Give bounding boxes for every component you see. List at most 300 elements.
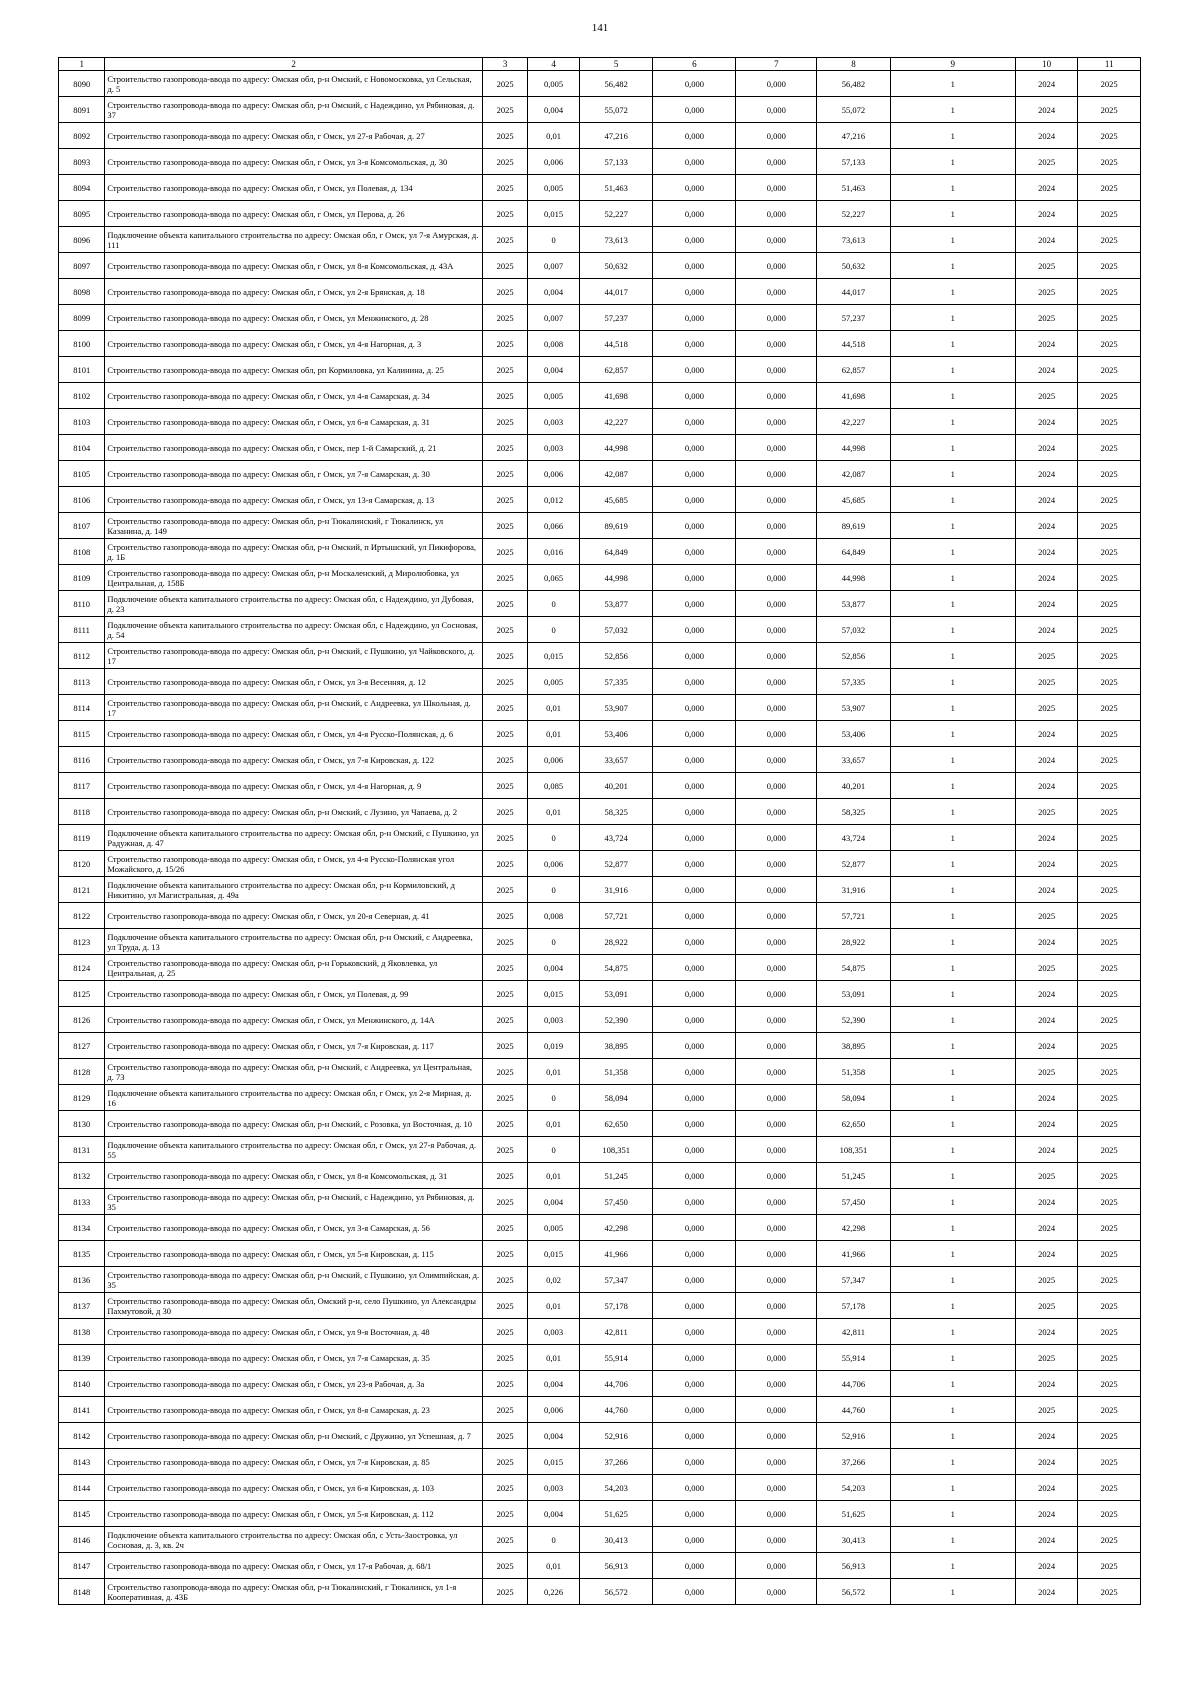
table-row — [59, 253, 1141, 279]
start-year-cell: 2024 — [1015, 565, 1078, 591]
total-cost-cell: 44,998 — [580, 565, 653, 591]
length-cell: 0 — [528, 1085, 580, 1111]
year-cell: 2025 — [482, 331, 527, 357]
row-number-cell: 8099 — [59, 305, 105, 331]
col6-cell: 0,000 — [653, 799, 736, 825]
col6-cell: 0,000 — [653, 903, 736, 929]
col8-cell: 37,266 — [817, 1449, 890, 1475]
total-cost-cell: 51,358 — [580, 1059, 653, 1085]
total-cost-cell: 42,087 — [580, 461, 653, 487]
year-cell: 2025 — [482, 617, 527, 643]
row-number-cell: 8091 — [59, 97, 105, 123]
end-year-cell: 2025 — [1078, 409, 1141, 435]
year-cell: 2025 — [482, 149, 527, 175]
start-year-cell: 2024 — [1015, 201, 1078, 227]
table-row — [59, 825, 1141, 851]
col9-cell: 1 — [890, 357, 1015, 383]
col8-cell: 43,724 — [817, 825, 890, 851]
end-year-cell: 2025 — [1078, 1163, 1141, 1189]
col7-cell: 0,000 — [736, 461, 817, 487]
start-year-cell: 2024 — [1015, 1449, 1078, 1475]
row-number-cell: 8090 — [59, 71, 105, 97]
start-year-cell: 2025 — [1015, 1293, 1078, 1319]
total-cost-cell: 56,482 — [580, 71, 653, 97]
col8-cell: 57,450 — [817, 1189, 890, 1215]
col9-cell: 1 — [890, 1267, 1015, 1293]
col8-cell: 55,072 — [817, 97, 890, 123]
col6-cell: 0,000 — [653, 539, 736, 565]
col7-cell: 0,000 — [736, 617, 817, 643]
col8-cell: 73,613 — [817, 227, 890, 253]
table-row — [59, 669, 1141, 695]
end-year-cell: 2025 — [1078, 97, 1141, 123]
col8-cell: 33,657 — [817, 747, 890, 773]
object-name-cell: Строительство газопровода-ввода по адресу: Омская обл, г Омск, ул 7-я Кировская, д. 117 — [105, 1033, 483, 1059]
col8-cell: 56,482 — [817, 71, 890, 97]
total-cost-cell: 57,721 — [580, 903, 653, 929]
col7-cell: 0,000 — [736, 1371, 817, 1397]
table-row — [59, 1267, 1141, 1293]
object-name-cell: Строительство газопровода-ввода по адресу: Омская обл, р-н Омский, с Дружино, ул Успешная, д. 7 — [105, 1423, 483, 1449]
row-number-cell: 8113 — [59, 669, 105, 695]
table-row — [59, 565, 1141, 591]
col8-cell: 54,875 — [817, 955, 890, 981]
col8-cell: 44,760 — [817, 1397, 890, 1423]
table-row — [59, 1501, 1141, 1527]
start-year-cell: 2024 — [1015, 1527, 1078, 1553]
col9-cell: 1 — [890, 383, 1015, 409]
col6-cell: 0,000 — [653, 1059, 736, 1085]
length-cell: 0,004 — [528, 357, 580, 383]
col9-cell: 1 — [890, 1527, 1015, 1553]
table-row — [59, 149, 1141, 175]
total-cost-cell: 53,907 — [580, 695, 653, 721]
object-name-cell: Подключение объекта капитального строительства по адресу: Омская обл, р-н Омский, с Пушкино, ул Радужная, д. 47 — [105, 825, 483, 851]
table-row — [59, 1241, 1141, 1267]
end-year-cell: 2025 — [1078, 435, 1141, 461]
year-cell: 2025 — [482, 175, 527, 201]
end-year-cell: 2025 — [1078, 1397, 1141, 1423]
col9-cell: 1 — [890, 955, 1015, 981]
object-name-cell: Подключение объекта капитального строительства по адресу: Омская обл, г Омск, ул 27-я Рабочая, д. 55 — [105, 1137, 483, 1163]
start-year-cell: 2024 — [1015, 435, 1078, 461]
start-year-cell: 2025 — [1015, 305, 1078, 331]
year-cell: 2025 — [482, 1111, 527, 1137]
start-year-cell: 2025 — [1015, 1059, 1078, 1085]
col7-cell: 0,000 — [736, 1033, 817, 1059]
end-year-cell: 2025 — [1078, 1033, 1141, 1059]
col6-cell: 0,000 — [653, 1111, 736, 1137]
row-number-cell: 8145 — [59, 1501, 105, 1527]
col8-cell: 42,811 — [817, 1319, 890, 1345]
end-year-cell: 2025 — [1078, 357, 1141, 383]
table-row — [59, 71, 1141, 97]
col9-cell: 1 — [890, 305, 1015, 331]
col9-cell: 1 — [890, 97, 1015, 123]
row-number-cell: 8118 — [59, 799, 105, 825]
col8-cell: 44,518 — [817, 331, 890, 357]
column-header: 5 — [580, 58, 653, 71]
year-cell: 2025 — [482, 123, 527, 149]
col9-cell: 1 — [890, 1319, 1015, 1345]
object-name-cell: Строительство газопровода-ввода по адресу: Омская обл, р-н Омский, с Андреевка, ул Школьная, д. 17 — [105, 695, 483, 721]
col9-cell: 1 — [890, 175, 1015, 201]
length-cell: 0,006 — [528, 747, 580, 773]
start-year-cell: 2024 — [1015, 487, 1078, 513]
object-name-cell: Строительство газопровода-ввода по адресу: Омская обл, г Омск, ул 4-я Нагорная, д. 3 — [105, 331, 483, 357]
start-year-cell: 2025 — [1015, 669, 1078, 695]
col6-cell: 0,000 — [653, 981, 736, 1007]
table-row — [59, 773, 1141, 799]
col8-cell: 44,017 — [817, 279, 890, 305]
col6-cell: 0,000 — [653, 565, 736, 591]
year-cell: 2025 — [482, 591, 527, 617]
col6-cell: 0,000 — [653, 877, 736, 903]
object-name-cell: Строительство газопровода-ввода по адресу: Омская обл, р-н Омский, с Надеждино, ул Рябиновая, д. 35 — [105, 1189, 483, 1215]
col7-cell: 0,000 — [736, 305, 817, 331]
total-cost-cell: 41,966 — [580, 1241, 653, 1267]
col7-cell: 0,000 — [736, 1501, 817, 1527]
object-name-cell: Строительство газопровода-ввода по адресу: Омская обл, р-н Омский, с Андреевка, ул Центральная, д. 73 — [105, 1059, 483, 1085]
col8-cell: 52,227 — [817, 201, 890, 227]
col7-cell: 0,000 — [736, 1319, 817, 1345]
length-cell: 0,01 — [528, 721, 580, 747]
col6-cell: 0,000 — [653, 747, 736, 773]
object-name-cell: Строительство газопровода-ввода по адресу: Омская обл, г Омск, ул 4-я Нагорная, д. 9 — [105, 773, 483, 799]
table-row — [59, 1215, 1141, 1241]
col6-cell: 0,000 — [653, 669, 736, 695]
object-name-cell: Строительство газопровода-ввода по адресу: Омская обл, г Омск, ул 4-я Самарская, д. 34 — [105, 383, 483, 409]
col9-cell: 1 — [890, 279, 1015, 305]
total-cost-cell: 31,916 — [580, 877, 653, 903]
length-cell: 0,066 — [528, 513, 580, 539]
row-number-cell: 8105 — [59, 461, 105, 487]
object-name-cell: Строительство газопровода-ввода по адресу: Омская обл, г Омск, ул 4-я Русско-Полянская, д. 6 — [105, 721, 483, 747]
object-name-cell: Подключение объекта капитального строительства по адресу: Омская обл, с Надеждино, ул Дубовая, д. 23 — [105, 591, 483, 617]
page-number: 141 — [591, 22, 609, 34]
row-number-cell: 8139 — [59, 1345, 105, 1371]
object-name-cell: Строительство газопровода-ввода по адресу: Омская обл, р-н Москаленский, д Миролюбовка, ул Центральная, д. 158Б — [105, 565, 483, 591]
start-year-cell: 2024 — [1015, 1475, 1078, 1501]
col7-cell: 0,000 — [736, 903, 817, 929]
year-cell: 2025 — [482, 903, 527, 929]
col6-cell: 0,000 — [653, 1553, 736, 1579]
col9-cell: 1 — [890, 981, 1015, 1007]
column-header: 9 — [890, 58, 1015, 71]
col6-cell: 0,000 — [653, 1423, 736, 1449]
col8-cell: 56,913 — [817, 1553, 890, 1579]
col9-cell: 1 — [890, 1345, 1015, 1371]
col6-cell: 0,000 — [653, 227, 736, 253]
end-year-cell: 2025 — [1078, 539, 1141, 565]
total-cost-cell: 44,998 — [580, 435, 653, 461]
table-row — [59, 617, 1141, 643]
length-cell: 0,006 — [528, 461, 580, 487]
col7-cell: 0,000 — [736, 175, 817, 201]
col7-cell: 0,000 — [736, 435, 817, 461]
col9-cell: 1 — [890, 71, 1015, 97]
object-name-cell: Строительство газопровода-ввода по адресу: Омская обл, г Омск, ул Менжинского, д. 14А — [105, 1007, 483, 1033]
total-cost-cell: 52,390 — [580, 1007, 653, 1033]
col9-cell: 1 — [890, 539, 1015, 565]
col8-cell: 57,178 — [817, 1293, 890, 1319]
col6-cell: 0,000 — [653, 305, 736, 331]
total-cost-cell: 47,216 — [580, 123, 653, 149]
end-year-cell: 2025 — [1078, 1449, 1141, 1475]
table-row — [59, 1371, 1141, 1397]
col8-cell: 51,245 — [817, 1163, 890, 1189]
row-number-cell: 8144 — [59, 1475, 105, 1501]
year-cell: 2025 — [482, 1527, 527, 1553]
col6-cell: 0,000 — [653, 253, 736, 279]
length-cell: 0,015 — [528, 201, 580, 227]
total-cost-cell: 55,072 — [580, 97, 653, 123]
total-cost-cell: 64,849 — [580, 539, 653, 565]
length-cell: 0,005 — [528, 669, 580, 695]
year-cell: 2025 — [482, 669, 527, 695]
start-year-cell: 2024 — [1015, 1215, 1078, 1241]
start-year-cell: 2024 — [1015, 1007, 1078, 1033]
col6-cell: 0,000 — [653, 1085, 736, 1111]
object-name-cell: Строительство газопровода-ввода по адресу: Омская обл, г Омск, ул 3-я Весенняя, д. 12 — [105, 669, 483, 695]
col9-cell: 1 — [890, 565, 1015, 591]
col9-cell: 1 — [890, 461, 1015, 487]
col8-cell: 56,572 — [817, 1579, 890, 1605]
end-year-cell: 2025 — [1078, 591, 1141, 617]
object-name-cell: Подключение объекта капитального строительства по адресу: Омская обл, г Омск, ул 2-я Мирная, д. 16 — [105, 1085, 483, 1111]
start-year-cell: 2024 — [1015, 175, 1078, 201]
total-cost-cell: 56,572 — [580, 1579, 653, 1605]
total-cost-cell: 37,266 — [580, 1449, 653, 1475]
length-cell: 0 — [528, 825, 580, 851]
length-cell: 0,006 — [528, 149, 580, 175]
table-row — [59, 305, 1141, 331]
start-year-cell: 2024 — [1015, 1111, 1078, 1137]
end-year-cell: 2025 — [1078, 1241, 1141, 1267]
row-number-cell: 8146 — [59, 1527, 105, 1553]
col6-cell: 0,000 — [653, 955, 736, 981]
col6-cell: 0,000 — [653, 1319, 736, 1345]
col7-cell: 0,000 — [736, 227, 817, 253]
col9-cell: 1 — [890, 123, 1015, 149]
col7-cell: 0,000 — [736, 1527, 817, 1553]
table-row — [59, 1319, 1141, 1345]
length-cell: 0 — [528, 877, 580, 903]
end-year-cell: 2025 — [1078, 1475, 1141, 1501]
year-cell: 2025 — [482, 357, 527, 383]
col6-cell: 0,000 — [653, 357, 736, 383]
row-number-cell: 8125 — [59, 981, 105, 1007]
col7-cell: 0,000 — [736, 1267, 817, 1293]
row-number-cell: 8137 — [59, 1293, 105, 1319]
total-cost-cell: 73,613 — [580, 227, 653, 253]
object-name-cell: Строительство газопровода-ввода по адресу: Омская обл, г Омск, ул 8-я Комсомольская, д. 43А — [105, 253, 483, 279]
table-row — [59, 851, 1141, 877]
start-year-cell: 2025 — [1015, 149, 1078, 175]
col7-cell: 0,000 — [736, 1241, 817, 1267]
table-row — [59, 201, 1141, 227]
end-year-cell: 2025 — [1078, 955, 1141, 981]
col9-cell: 1 — [890, 773, 1015, 799]
column-header: 8 — [817, 58, 890, 71]
end-year-cell: 2025 — [1078, 279, 1141, 305]
col9-cell: 1 — [890, 149, 1015, 175]
object-name-cell: Строительство газопровода-ввода по адресу: Омская обл, г Омск, ул Полевая, д. 134 — [105, 175, 483, 201]
object-name-cell: Строительство газопровода-ввода по адресу: Омская обл, р-н Омский, с Надеждино, ул Рябиновая, д. 37 — [105, 97, 483, 123]
row-number-cell: 8106 — [59, 487, 105, 513]
object-name-cell: Строительство газопровода-ввода по адресу: Омская обл, г Омск, ул 2-я Брянская, д. 18 — [105, 279, 483, 305]
col7-cell: 0,000 — [736, 1163, 817, 1189]
start-year-cell: 2024 — [1015, 1319, 1078, 1345]
object-name-cell: Строительство газопровода-ввода по адресу: Омская обл, г Омск, ул 27-я Рабочая, д. 27 — [105, 123, 483, 149]
year-cell: 2025 — [482, 513, 527, 539]
col8-cell: 28,922 — [817, 929, 890, 955]
row-number-cell: 8142 — [59, 1423, 105, 1449]
col8-cell: 57,335 — [817, 669, 890, 695]
row-number-cell: 8122 — [59, 903, 105, 929]
table-row — [59, 799, 1141, 825]
col8-cell: 53,907 — [817, 695, 890, 721]
start-year-cell: 2024 — [1015, 1241, 1078, 1267]
object-name-cell: Строительство газопровода-ввода по адресу: Омская обл, р-н Омский, с Пушкино, ул Чайковского, д. 17 — [105, 643, 483, 669]
end-year-cell: 2025 — [1078, 903, 1141, 929]
total-cost-cell: 50,632 — [580, 253, 653, 279]
object-name-cell: Строительство газопровода-ввода по адресу: Омская обл, г Омск, ул 3-я Комсомольская, д. 30 — [105, 149, 483, 175]
year-cell: 2025 — [482, 71, 527, 97]
end-year-cell: 2025 — [1078, 617, 1141, 643]
start-year-cell: 2024 — [1015, 617, 1078, 643]
col9-cell: 1 — [890, 513, 1015, 539]
col8-cell: 42,298 — [817, 1215, 890, 1241]
object-name-cell: Строительство газопровода-ввода по адресу: Омская обл, г Омск, ул 23-я Рабочая, д. 3а — [105, 1371, 483, 1397]
start-year-cell: 2025 — [1015, 253, 1078, 279]
col7-cell: 0,000 — [736, 201, 817, 227]
table-row — [59, 1111, 1141, 1137]
year-cell: 2025 — [482, 1241, 527, 1267]
col9-cell: 1 — [890, 201, 1015, 227]
start-year-cell: 2024 — [1015, 539, 1078, 565]
total-cost-cell: 57,178 — [580, 1293, 653, 1319]
length-cell: 0,01 — [528, 1345, 580, 1371]
col9-cell: 1 — [890, 1215, 1015, 1241]
col8-cell: 44,706 — [817, 1371, 890, 1397]
year-cell: 2025 — [482, 929, 527, 955]
year-cell: 2025 — [482, 1449, 527, 1475]
total-cost-cell: 57,133 — [580, 149, 653, 175]
length-cell: 0,004 — [528, 1501, 580, 1527]
table-row — [59, 1189, 1141, 1215]
col6-cell: 0,000 — [653, 1033, 736, 1059]
start-year-cell: 2024 — [1015, 1423, 1078, 1449]
table-row — [59, 1423, 1141, 1449]
end-year-cell: 2025 — [1078, 773, 1141, 799]
col9-cell: 1 — [890, 331, 1015, 357]
col9-cell: 1 — [890, 721, 1015, 747]
col6-cell: 0,000 — [653, 1293, 736, 1319]
col7-cell: 0,000 — [736, 721, 817, 747]
col9-cell: 1 — [890, 747, 1015, 773]
col7-cell: 0,000 — [736, 1137, 817, 1163]
end-year-cell: 2025 — [1078, 123, 1141, 149]
table-row — [59, 1397, 1141, 1423]
col8-cell: 50,632 — [817, 253, 890, 279]
start-year-cell: 2024 — [1015, 721, 1078, 747]
col7-cell: 0,000 — [736, 877, 817, 903]
length-cell: 0,01 — [528, 799, 580, 825]
start-year-cell: 2025 — [1015, 643, 1078, 669]
col6-cell: 0,000 — [653, 695, 736, 721]
col9-cell: 1 — [890, 877, 1015, 903]
object-name-cell: Подключение объекта капитального строительства по адресу: Омская обл, г Омск, ул 7-я Амурская, д. 111 — [105, 227, 483, 253]
end-year-cell: 2025 — [1078, 1371, 1141, 1397]
col7-cell: 0,000 — [736, 669, 817, 695]
length-cell: 0,005 — [528, 1215, 580, 1241]
length-cell: 0,01 — [528, 1111, 580, 1137]
year-cell: 2025 — [482, 383, 527, 409]
table-body — [59, 58, 1141, 1605]
year-cell: 2025 — [482, 773, 527, 799]
start-year-cell: 2025 — [1015, 1163, 1078, 1189]
col6-cell: 0,000 — [653, 851, 736, 877]
table-row — [59, 383, 1141, 409]
object-name-cell: Строительство газопровода-ввода по адресу: Омская обл, р-н Тюкалинский, г Тюкалинск, ул 1-я Кооперативная, д. 43Б — [105, 1579, 483, 1605]
row-number-cell: 8135 — [59, 1241, 105, 1267]
table-row — [59, 643, 1141, 669]
length-cell: 0,003 — [528, 1007, 580, 1033]
col7-cell: 0,000 — [736, 1085, 817, 1111]
col6-cell: 0,000 — [653, 1449, 736, 1475]
total-cost-cell: 42,298 — [580, 1215, 653, 1241]
table-row — [59, 331, 1141, 357]
row-number-cell: 8098 — [59, 279, 105, 305]
table-row — [59, 929, 1141, 955]
end-year-cell: 2025 — [1078, 825, 1141, 851]
object-name-cell: Строительство газопровода-ввода по адресу: Омская обл, г Омск, ул 9-я Восточная, д. 48 — [105, 1319, 483, 1345]
total-cost-cell: 44,518 — [580, 331, 653, 357]
year-cell: 2025 — [482, 1137, 527, 1163]
row-number-cell: 8114 — [59, 695, 105, 721]
start-year-cell: 2024 — [1015, 825, 1078, 851]
total-cost-cell: 51,463 — [580, 175, 653, 201]
end-year-cell: 2025 — [1078, 1059, 1141, 1085]
start-year-cell: 2024 — [1015, 97, 1078, 123]
table-row — [59, 1527, 1141, 1553]
total-cost-cell: 52,856 — [580, 643, 653, 669]
row-number-cell: 8100 — [59, 331, 105, 357]
year-cell: 2025 — [482, 279, 527, 305]
col7-cell: 0,000 — [736, 123, 817, 149]
length-cell: 0,003 — [528, 1475, 580, 1501]
start-year-cell: 2025 — [1015, 1397, 1078, 1423]
col6-cell: 0,000 — [653, 643, 736, 669]
col6-cell: 0,000 — [653, 929, 736, 955]
object-name-cell: Подключение объекта капитального строительства по адресу: Омская обл, с Усть-Заостровка, ул Сосновая, д. 3, кв. 2ч — [105, 1527, 483, 1553]
col8-cell: 44,998 — [817, 565, 890, 591]
col8-cell: 38,895 — [817, 1033, 890, 1059]
col6-cell: 0,000 — [653, 1475, 736, 1501]
col8-cell: 55,914 — [817, 1345, 890, 1371]
start-year-cell: 2024 — [1015, 1033, 1078, 1059]
total-cost-cell: 58,094 — [580, 1085, 653, 1111]
object-name-cell: Строительство газопровода-ввода по адресу: Омская обл, г Омск, ул 17-я Рабочая, д. 68/1 — [105, 1553, 483, 1579]
table-row — [59, 409, 1141, 435]
year-cell: 2025 — [482, 799, 527, 825]
col7-cell: 0,000 — [736, 539, 817, 565]
length-cell: 0,01 — [528, 695, 580, 721]
col8-cell: 57,237 — [817, 305, 890, 331]
table-row — [59, 981, 1141, 1007]
end-year-cell: 2025 — [1078, 1319, 1141, 1345]
